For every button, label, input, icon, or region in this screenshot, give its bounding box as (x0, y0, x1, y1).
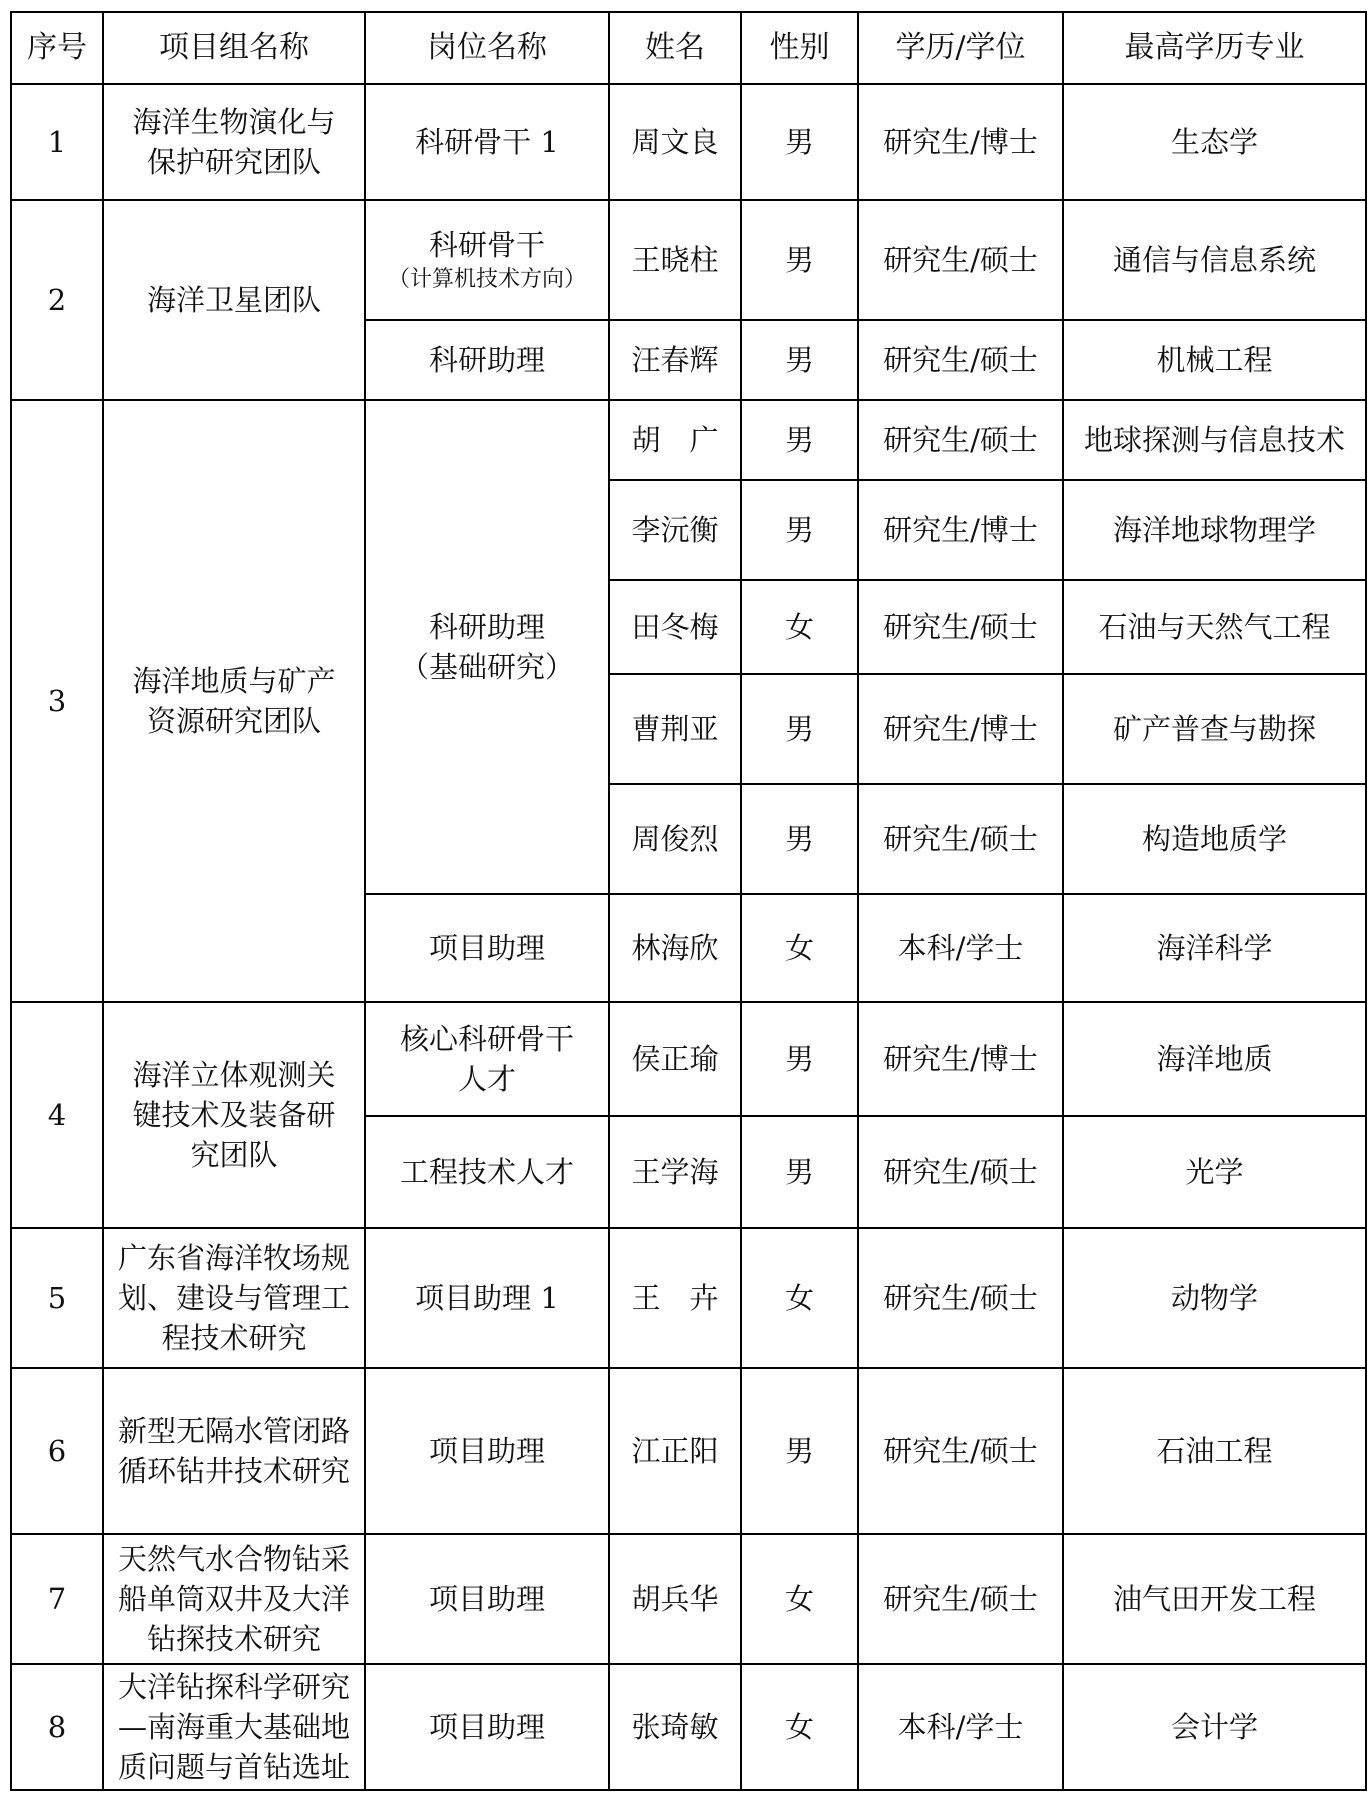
person-name: 胡 广 (609, 400, 741, 480)
team-name: 海洋生物演化与 保护研究团队 (103, 84, 365, 200)
person-major: 通信与信息系统 (1063, 200, 1366, 320)
person-major: 生态学 (1063, 84, 1366, 200)
person-gender: 女 (741, 1534, 858, 1664)
position-title: 项目助理 1 (365, 1228, 609, 1368)
person-gender: 男 (741, 480, 858, 580)
row-number: 8 (11, 1664, 103, 1790)
person-major: 海洋地球物理学 (1063, 480, 1366, 580)
person-degree: 研究生/硕士 (858, 320, 1063, 400)
person-degree: 研究生/硕士 (858, 1368, 1063, 1534)
person-major: 石油工程 (1063, 1368, 1366, 1534)
header-major: 最高学历专业 (1063, 12, 1366, 84)
table-row (11, 84, 1366, 200)
row-number: 6 (11, 1368, 103, 1534)
person-degree: 研究生/博士 (858, 1002, 1063, 1116)
header-position: 岗位名称 (365, 12, 609, 84)
position-title: 项目助理 (365, 1664, 609, 1790)
team-name: 新型无隔水管闭路 循环钻井技术研究 (103, 1368, 365, 1534)
person-name: 江正阳 (609, 1368, 741, 1534)
position-subtitle: （基础研究） (399, 650, 574, 684)
header-team: 项目组名称 (103, 12, 365, 84)
header-degree: 学历/学位 (858, 12, 1063, 84)
person-name: 胡兵华 (609, 1534, 741, 1664)
person-degree: 研究生/硕士 (858, 400, 1063, 480)
person-gender: 男 (741, 784, 858, 894)
person-major: 机械工程 (1063, 320, 1366, 400)
person-degree: 研究生/博士 (858, 480, 1063, 580)
row-number: 4 (11, 1002, 103, 1228)
position-title: 科研助理 （基础研究） (365, 400, 609, 894)
position-title: 项目助理 (365, 1534, 609, 1664)
position-title: 科研骨干 （计算机技术方向） (365, 200, 609, 320)
position-title: 项目助理 (365, 894, 609, 1002)
team-name: 海洋卫星团队 (103, 200, 365, 400)
person-major: 油气田开发工程 (1063, 1534, 1366, 1664)
team-name: 海洋立体观测关 键技术及装备研 究团队 (103, 1002, 365, 1228)
table-row (11, 1534, 1366, 1664)
position-title: 科研助理 (365, 320, 609, 400)
row-number: 1 (11, 84, 103, 200)
table-row (11, 1002, 1366, 1116)
person-gender: 女 (741, 1228, 858, 1368)
person-degree: 研究生/博士 (858, 674, 1063, 784)
header-no: 序号 (11, 12, 103, 84)
team-name: 海洋地质与矿产 资源研究团队 (103, 400, 365, 1002)
person-gender: 男 (741, 1002, 858, 1116)
person-degree: 本科/学士 (858, 894, 1063, 1002)
person-degree: 研究生/硕士 (858, 1228, 1063, 1368)
person-name: 王学海 (609, 1116, 741, 1228)
person-gender: 女 (741, 1664, 858, 1790)
person-gender: 男 (741, 1368, 858, 1534)
person-major: 会计学 (1063, 1664, 1366, 1790)
person-degree: 研究生/硕士 (858, 1534, 1063, 1664)
person-gender: 男 (741, 320, 858, 400)
row-number: 5 (11, 1228, 103, 1368)
position-title: 项目助理 (365, 1368, 609, 1534)
person-name: 周俊烈 (609, 784, 741, 894)
person-major: 地球探测与信息技术 (1063, 400, 1366, 480)
position-title: 核心科研骨干 人才 (365, 1002, 609, 1116)
position-subtitle: （计算机技术方向） (387, 267, 586, 292)
position-title: 工程技术人才 (365, 1116, 609, 1228)
row-number: 2 (11, 200, 103, 400)
person-major: 构造地质学 (1063, 784, 1366, 894)
person-name: 侯正瑜 (609, 1002, 741, 1116)
person-name: 张琦敏 (609, 1664, 741, 1790)
person-name: 曹荆亚 (609, 674, 741, 784)
person-degree: 本科/学士 (858, 1664, 1063, 1790)
person-degree: 研究生/硕士 (858, 784, 1063, 894)
person-name: 李沅衡 (609, 480, 741, 580)
team-name: 大洋钻探科学研究 —南海重大基础地 质问题与首钻选址 (103, 1664, 365, 1790)
person-degree: 研究生/硕士 (858, 580, 1063, 674)
person-name: 田冬梅 (609, 580, 741, 674)
table-row (11, 400, 1366, 480)
team-name: 天然气水合物钻采 船单筒双井及大洋 钻探技术研究 (103, 1534, 365, 1664)
person-major: 光学 (1063, 1116, 1366, 1228)
table-row (11, 1664, 1366, 1790)
person-name: 周文良 (609, 84, 741, 200)
row-number: 3 (11, 400, 103, 1002)
row-number: 7 (11, 1534, 103, 1664)
person-name: 汪春辉 (609, 320, 741, 400)
person-major: 动物学 (1063, 1228, 1366, 1368)
person-gender: 男 (741, 200, 858, 320)
header-row (11, 12, 1366, 84)
person-name: 王晓柱 (609, 200, 741, 320)
table-row (11, 1368, 1366, 1534)
person-gender: 女 (741, 580, 858, 674)
person-gender: 男 (741, 674, 858, 784)
person-gender: 男 (741, 400, 858, 480)
person-name: 王 卉 (609, 1228, 741, 1368)
personnel-table (10, 11, 1367, 1791)
person-degree: 研究生/博士 (858, 84, 1063, 200)
person-major: 海洋科学 (1063, 894, 1366, 1002)
person-name: 林海欣 (609, 894, 741, 1002)
person-major: 海洋地质 (1063, 1002, 1366, 1116)
person-gender: 女 (741, 894, 858, 1002)
person-major: 矿产普查与勘探 (1063, 674, 1366, 784)
position-title: 科研骨干 1 (365, 84, 609, 200)
person-gender: 男 (741, 84, 858, 200)
table-row (11, 1228, 1366, 1368)
table-row (11, 200, 1366, 320)
header-name: 姓名 (609, 12, 741, 84)
person-major: 石油与天然气工程 (1063, 580, 1366, 674)
team-name: 广东省海洋牧场规 划、建设与管理工 程技术研究 (103, 1228, 365, 1368)
person-degree: 研究生/硕士 (858, 1116, 1063, 1228)
person-gender: 男 (741, 1116, 858, 1228)
header-gender: 性别 (741, 12, 858, 84)
person-degree: 研究生/硕士 (858, 200, 1063, 320)
